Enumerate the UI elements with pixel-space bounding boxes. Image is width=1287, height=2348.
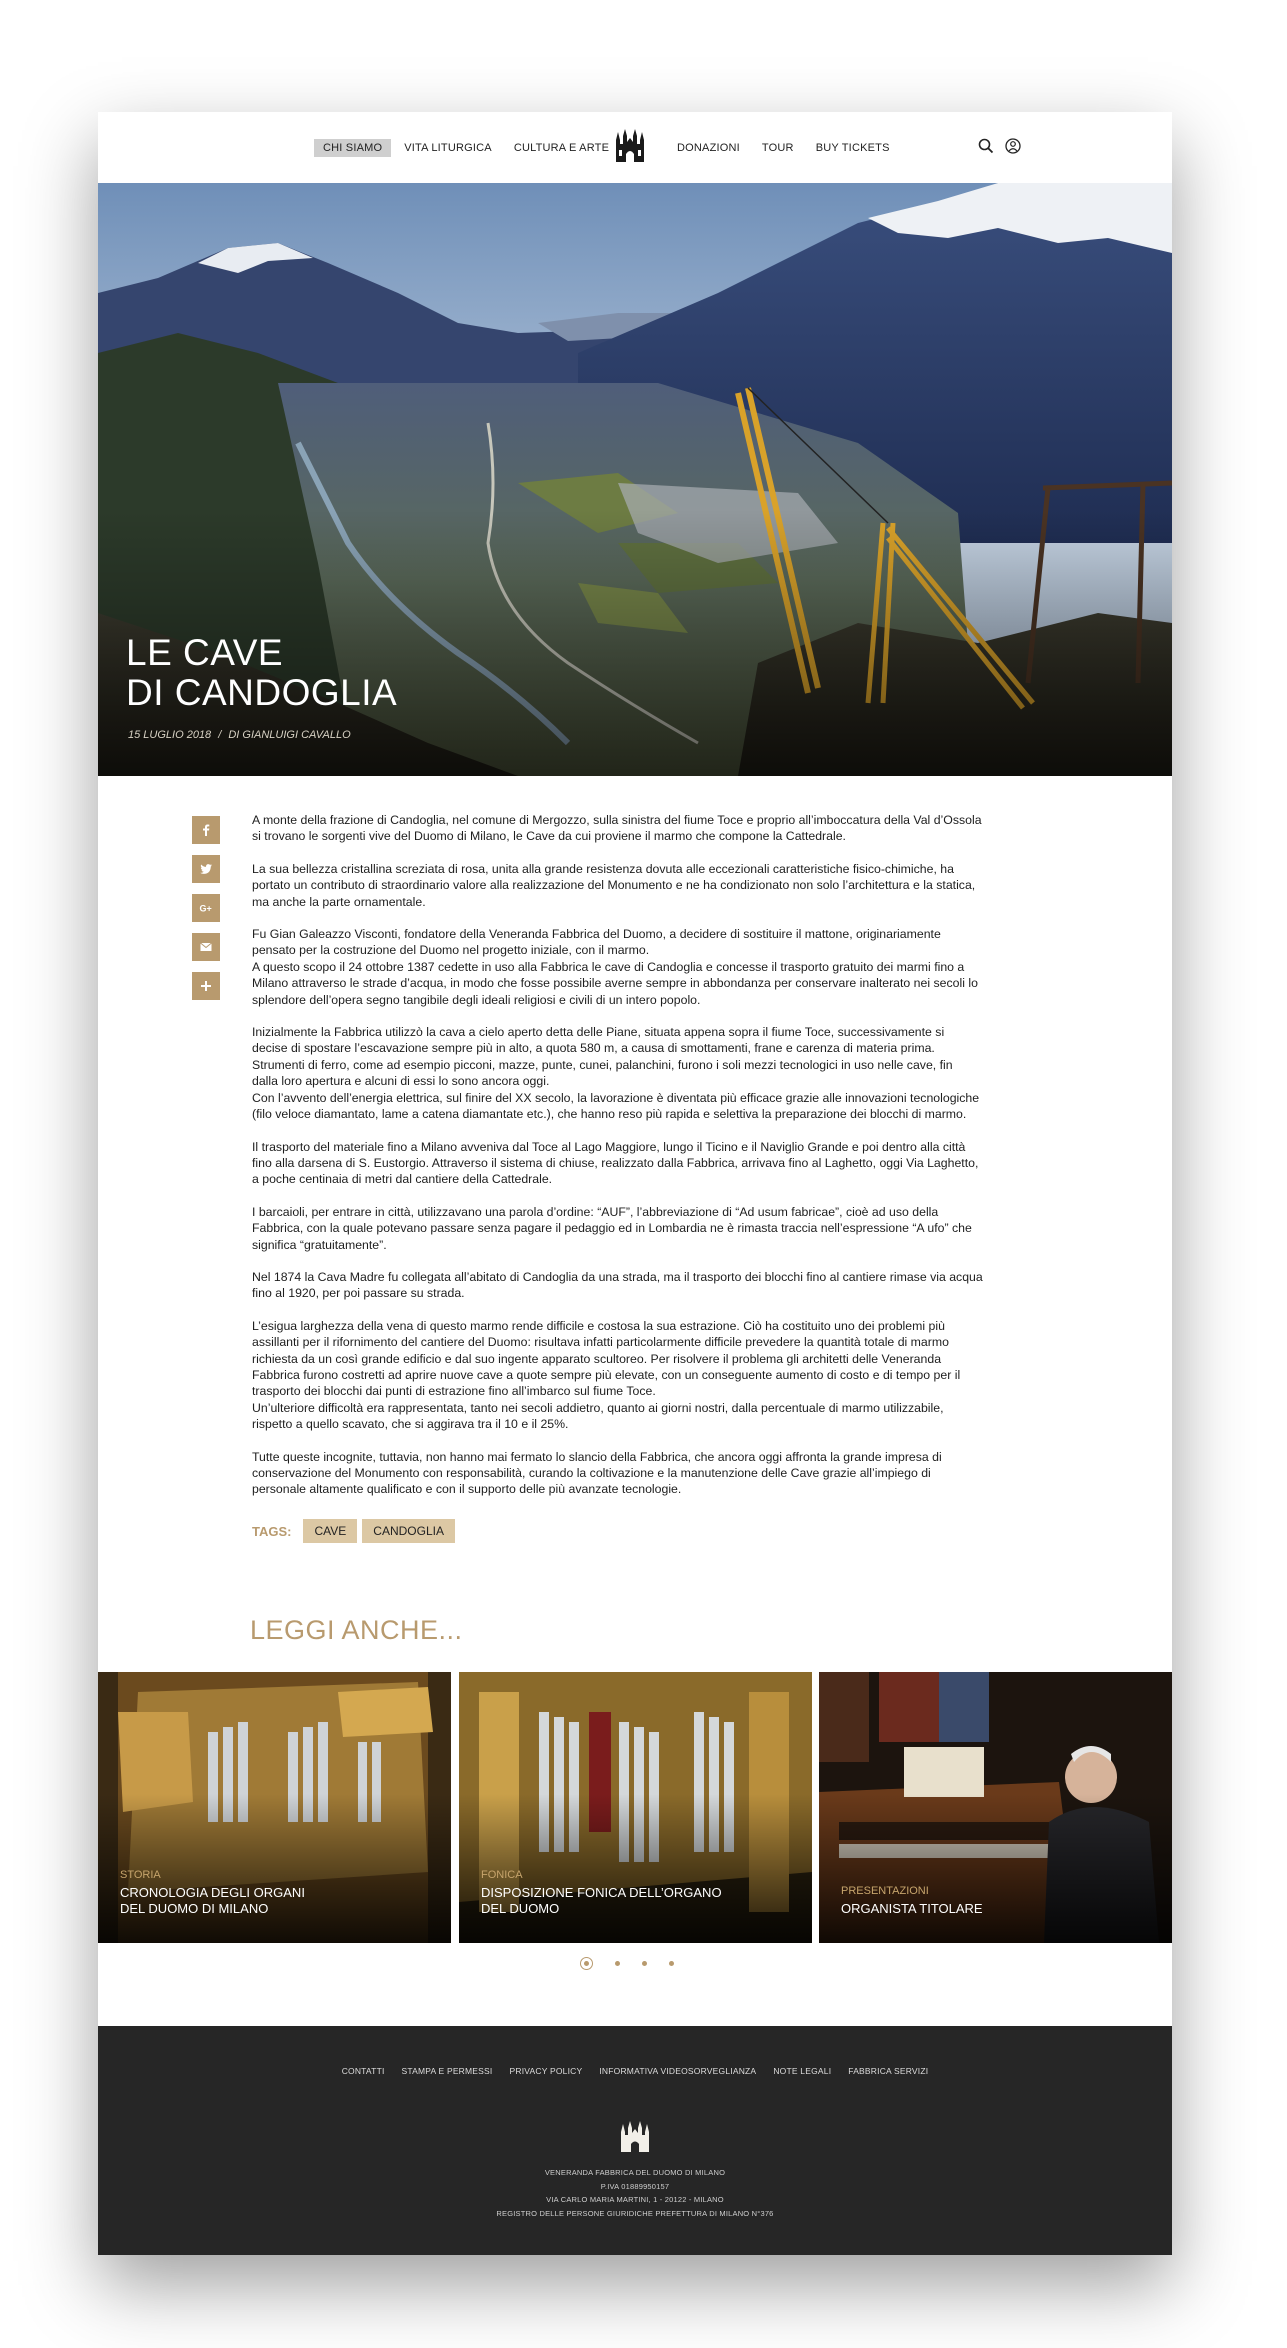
card-title: ORGANISTA TITOLARE bbox=[841, 1901, 983, 1916]
footer-link-fabbrica-servizi[interactable]: FABBRICA SERVIZI bbox=[848, 2066, 929, 2076]
top-navigation bbox=[98, 112, 1172, 183]
footer-link-stampa-e-permessi[interactable]: STAMPA E PERMESSI bbox=[401, 2066, 493, 2076]
article-paragraph: Il trasporto del materiale fino a Milano avveniva dal Toce al Lago Maggiore, lungo il Ticino e il Naviglio Grande e poi dentro alla città fino alla darsena di S. Eustorgio. Attraverso il sistema di chiuse, realizzato dalla Fabbrica, arrivava fino al Laghetto, oggi Via Laghetto, a poche centinaia di metri dal cantiere della Cattedrale. bbox=[252, 1139, 979, 1187]
footer-address: VIA CARLO MARIA MARTINI, 1 - 20122 - MILANO bbox=[546, 2195, 724, 2204]
article-paragraph: Nel 1874 la Cava Madre fu collegata all’abitato di Candoglia da una strada, ma il trasporto dei blocchi fino al cantiere rimase via acqua fino al 1920, per poi passare su strada. bbox=[252, 1269, 983, 1301]
meta-separator: / bbox=[218, 729, 222, 741]
share-bar bbox=[192, 816, 220, 1011]
article-title-line-2: DI CANDOGLIA bbox=[126, 672, 398, 713]
card-category: PRESENTAZIONI bbox=[841, 1885, 929, 1897]
footer-link-contatti[interactable]: CONTATTI bbox=[341, 2066, 385, 2076]
footer-org-name: VENERANDA FABBRICA DEL DUOMO DI MILANO bbox=[544, 2168, 726, 2177]
footer-vat: P.IVA 01889950157 bbox=[600, 2181, 670, 2191]
share-facebook-button[interactable] bbox=[192, 816, 220, 844]
nav-item-buy-tickets[interactable]: BUY TICKETS bbox=[815, 142, 890, 154]
site-footer bbox=[98, 2026, 1172, 2255]
google-plus-icon bbox=[199, 901, 213, 915]
article-title bbox=[126, 633, 397, 713]
related-card-fonica[interactable] bbox=[459, 1672, 812, 1943]
share-email-button[interactable] bbox=[192, 933, 220, 961]
carousel-dot-4[interactable] bbox=[669, 1961, 674, 1966]
tags-row bbox=[252, 1519, 460, 1543]
footer-info bbox=[98, 2166, 1172, 2220]
share-more-button[interactable] bbox=[192, 972, 220, 1000]
twitter-icon bbox=[199, 862, 213, 876]
search-icon[interactable] bbox=[978, 138, 994, 154]
email-icon bbox=[199, 940, 213, 954]
article-date: 15 LUGLIO 2018 bbox=[128, 729, 212, 741]
svg-text:G+: G+ bbox=[199, 903, 212, 914]
article-paragraph: L’esigua larghezza della vena di questo marmo rende difficile e costosa la sua estrazione. Ciò ha costituito uno dei problemi più assillanti per il rifornimento del cantiere del Duomo: risultava infatti particolarmente difficile prevedere la quantità totale di marmo richiesta da un così grande edificio e dal suo ingente apparato scultoreo. Per risolvere il problema gli architetti delle Veneranda Fabbrica furono costretti ad aprire nuove cave a quote sempre più elevate, con un conseguente aumento di costo e di tempo per il trasporto dei blocchi dai punti di estrazione fino all’imbarco sul fiume Toce. Un’ulteriore difficoltà era rappresentata, tanto nei secoli addietro, quanto ai giorni nostri, dalla percentuale di marmo utilizzabile, rispetto a quello scavato, che si aggirava tra il 10 e il 25%. bbox=[252, 1318, 961, 1432]
share-google-plus-button[interactable] bbox=[192, 894, 220, 922]
nav-item-vita-liturgica[interactable]: VITA LITURGICA bbox=[404, 142, 492, 154]
footer-link-note-legali[interactable]: NOTE LEGALI bbox=[773, 2066, 832, 2076]
article-meta bbox=[128, 729, 355, 741]
article-author[interactable]: DI GIANLUIGI CAVALLO bbox=[228, 729, 351, 741]
carousel-pagination bbox=[580, 1957, 674, 1970]
card-title: CRONOLOGIA DEGLI ORGANI DEL DUOMO DI MILANO bbox=[120, 1885, 305, 1916]
nav-left-group bbox=[314, 138, 631, 158]
nav-item-chi-siamo[interactable]: CHI SIAMO bbox=[314, 139, 391, 157]
article-title-line-1: LE CAVE bbox=[126, 632, 284, 673]
article-paragraph: I barcaioli, per entrare in città, utilizzavano una parola d’ordine: “AUF”, l’abbreviazione di “Ad usum fabricae”, cioè ad uso della Fabbrica, con la quale potevano passare senza pagare il pedaggio ed in Lombardia ne è rimasta traccia nell’espressione “A ufo” che significa “gratuitamente”. bbox=[252, 1204, 972, 1252]
article-paragraph: Fu Gian Galeazzo Visconti, fondatore della Veneranda Fabbrica del Duomo, a decidere di sostituire il mattone, originariamente pensato per la costruzione del Duomo nel progetto iniziale, con il marmo. A questo scopo il 24 ottobre 1387 cedette in uso alla Fabbrica le cave di Candoglia e concesse il trasporto gratuito dei marmi fino a Milano attraverso le strade d’acqua, in modo che fosse possibile averne sempre in abbondanza per conservare inalterato nei secoli lo splendore dell’opera segno tangibile degli ideali religiosi e civili di un intero popolo. bbox=[252, 927, 978, 1007]
user-account-icon[interactable] bbox=[1005, 138, 1021, 154]
card-category: FONICA bbox=[481, 1869, 523, 1881]
duomo-footer-logo-icon bbox=[618, 2119, 652, 2153]
article-paragraph: A monte della frazione di Candoglia, nel comune di Mergozzo, sulla sinistra del fiume Toce e proprio all’imboccatura della Val d’Ossola si trovano le sorgenti vive del Duomo di Milano, le Cave da cui proviene il marmo che compone la Cattedrale. bbox=[252, 813, 982, 844]
article-paragraph: Inizialmente la Fabbrica utilizzò la cava a cielo aperto detta delle Piane, situata appena sopra il fiume Toce, successivamente si decise di spostare l’escavazione sempre più in alto, a quota 580 m, a causa di smottamenti, frane e carenza di materia prima. Strumenti di ferro, come ad esempio picconi, mazze, punte, cunei, palanchini, furono i soli mezzi tecnologici in uso nelle cave, fin dalla loro apertura e alcuni di essi lo sono ancora oggi. Con l’avvento dell’energia elettrica, sul finire del XX secolo, la lavorazione è diventata più efficace grazie alle innovazioni tecnologiche (filo veloce diamantato, lame a catena diamantate etc.), che hanno reso più rapida e selettiva la preparazione dei blocchi di marmo. bbox=[252, 1025, 980, 1122]
page bbox=[98, 112, 1172, 2255]
nav-item-donazioni[interactable]: DONAZIONI bbox=[677, 142, 740, 154]
related-articles-carousel bbox=[98, 1672, 1172, 1943]
carousel-dot-2[interactable] bbox=[615, 1961, 620, 1966]
nav-right-group bbox=[677, 138, 912, 158]
article-body bbox=[252, 812, 1027, 1514]
read-more-heading: LEGGI ANCHE... bbox=[250, 1615, 463, 1645]
share-twitter-button[interactable] bbox=[192, 855, 220, 883]
nav-icons bbox=[978, 138, 1021, 154]
nav-item-cultura-e-arte[interactable]: CULTURA E ARTE bbox=[513, 142, 610, 154]
card-text bbox=[481, 1869, 722, 1917]
related-card-presentazioni[interactable] bbox=[819, 1672, 1172, 1943]
card-title: DISPOSIZIONE FONICA DELL’ORGANO DEL DUOMO bbox=[481, 1885, 722, 1916]
tag-cave[interactable]: CAVE bbox=[303, 1519, 357, 1543]
carousel-dot-1[interactable] bbox=[580, 1957, 593, 1970]
facebook-icon bbox=[199, 823, 213, 837]
card-text bbox=[120, 1869, 305, 1917]
card-text bbox=[841, 1885, 983, 1917]
carousel-dot-3[interactable] bbox=[642, 1961, 647, 1966]
tags-label: TAGS: bbox=[252, 1523, 292, 1539]
plus-icon bbox=[199, 979, 213, 993]
related-card-storia[interactable] bbox=[98, 1672, 451, 1943]
footer-links bbox=[98, 2066, 1172, 2076]
article-paragraph: Tutte queste incognite, tuttavia, non hanno mai fermato lo slancio della Fabbrica, che ancora oggi affronta la grande impresa di conservazione del Monumento con responsabilità, curando la coltivazione e la manutenzione delle Cave grazie all’impiego di personale altamente qualificato e con il supporto delle più avanzate tecnologie. bbox=[252, 1449, 942, 1497]
footer-link-videosorveglianza[interactable]: INFORMATIVA VIDEOSORVEGLIANZA bbox=[599, 2066, 757, 2076]
article-paragraph: La sua bellezza cristallina screziata di rosa, unita alla grande resistenza dovuta alle eccezionali caratteristiche fisico-chimiche, ha portato un contributo di straordinario valore alla realizzazione del Monumento e ne ha condizionato non solo l’architettura e la statica, ma anche la parte ornamentale. bbox=[252, 861, 976, 909]
tag-candoglia[interactable]: CANDOGLIA bbox=[362, 1519, 455, 1543]
hero-banner bbox=[98, 183, 1172, 776]
card-category: STORIA bbox=[120, 1869, 161, 1881]
footer-link-privacy-policy[interactable]: PRIVACY POLICY bbox=[509, 2066, 583, 2076]
footer-registry: REGISTRO DELLE PERSONE GIURIDICHE PREFETTURA DI MILANO N°376 bbox=[496, 2208, 774, 2218]
duomo-logo-icon[interactable] bbox=[613, 126, 647, 164]
nav-item-tour[interactable]: TOUR bbox=[761, 142, 794, 154]
